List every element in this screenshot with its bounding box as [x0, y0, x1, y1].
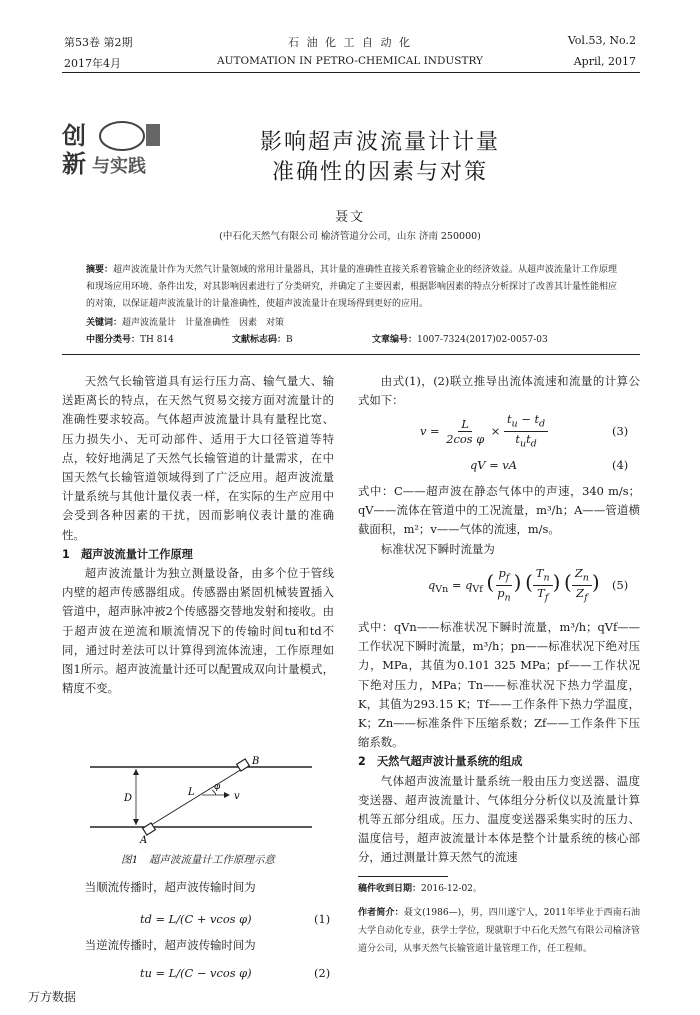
equation-4: qV = vA: [470, 458, 517, 472]
section-2-heading: 2 天然气超声波计量系统的组成: [358, 755, 523, 769]
downstream-text: 当顺流传播时，超声波传输时间为: [84, 880, 256, 894]
bio-label: 作者简介：: [358, 908, 404, 918]
fig-label-d: D: [124, 793, 133, 804]
header-journal-en: AUTOMATION IN PETRO-CHEMICAL INDUSTRY: [217, 55, 483, 67]
logo-subtext: 与实践: [92, 156, 146, 177]
header-date-en: April, 2017: [573, 55, 636, 68]
left-column: [62, 372, 334, 698]
clc-label: 中图分类号：: [86, 335, 141, 345]
right-col-intro: [358, 372, 640, 410]
equation-3: v = $\frac{L}{\text{2cos φ}}$ × $\frac{t_u - t_d}{t_ut_d}$: [420, 412, 548, 452]
title-line-2: 准确性的因素与对策: [271, 160, 488, 185]
doccode-value: B: [286, 335, 293, 345]
bio-text: 聂文(1986—)，男，四川遂宁人，2011年毕业于西南石油大学自动化专业，获学士学位，现就职于中石化天然气有限公司榆济管道分公司，从事天然气长输管道计量管理工作，任工程师。: [358, 908, 640, 954]
abstract: [86, 262, 620, 313]
section-1-heading: 1 超声波流量计工作原理: [62, 547, 193, 561]
logo-char-1: 创: [62, 122, 86, 150]
keywords-label: 关键词：: [86, 318, 123, 328]
doccode-label: 文献标志码：: [232, 335, 287, 345]
right-col-symbols-2: [358, 618, 640, 868]
received-label: 稿件收到日期：: [358, 884, 422, 894]
abstract-label: 摘要：: [86, 265, 114, 275]
header-date-cn: 2017年4月: [64, 57, 121, 70]
equation-1: td = L/(C + vcos φ): [140, 912, 252, 926]
fig-label-l: L: [188, 787, 195, 798]
header-journal-cn: 石 油 化 工 自 动 化: [288, 36, 412, 49]
clc-value: TH 814: [140, 335, 174, 345]
left-col-eq-text-2: [62, 936, 334, 955]
received-date: [358, 880, 640, 898]
standard-flow-text: 标准状况下瞬时流量为: [380, 541, 495, 556]
upstream-text: 当逆流传播时，超声波传输时间为: [84, 938, 256, 952]
affiliation: (中石化天然气有限公司 榆济管道分公司，山东 济南 250000): [219, 231, 481, 242]
equation-4-number: (4): [612, 458, 629, 472]
fig-label-phi: φ: [214, 782, 221, 792]
received-value: 2016-12-02。: [421, 884, 482, 894]
fig-label-v: v: [234, 791, 240, 802]
fig-label-a: A: [140, 835, 148, 845]
watermark: 万方数据: [28, 990, 77, 1004]
section-1-paragraph: 超声波流量计为独立测量设备，由多个位于管线内壁的超声传感器组成。传感器由紧固机械装置插入管道中，超声脉冲被2个传感器交替地发射和接收。由于超声波在逆流和顺流情况下的传输时间tu和td不同，通过时差法可以计算得到流体流速，工作原理如图1所示。超声波流量计还可以配置成双向计量模式，精度不变。: [62, 566, 334, 696]
equation-5: $q_{Vn} = q_{Vf}$ ( $\frac{p_f}{p_n}$ ) ( $\frac{T_n}{T_f}$ ) ( $\frac{Z_n}{Z_f}$ ): [428, 566, 600, 604]
keywords-text: 超声波流量计 计量准确性 因素 对策: [122, 318, 285, 328]
figure-1-caption: 图1 超声波流量计工作原理示意: [121, 854, 275, 866]
logo-char-2: 新: [62, 150, 86, 178]
flow-arrow-icon: [224, 792, 230, 798]
symbol-definitions-1: 式中：C——超声波在静态气体中的声速，340 m/s；qV——流体在管道中的工况流量，m³/h；A——管道横截面积，m²；v——气体的流速，m/s。: [358, 484, 640, 537]
keywords: [86, 315, 620, 332]
intro-paragraph: 天然气长输管道具有运行压力高、输气量大、输送距离长的特点，在天然气贸易交接方面对流量计的准确性要求较高。气体超声波流量计具有量程比宽、压力损失小、无可动部件、适用于大口径管道等特点，较好地满足了天然气长输管道的计量需求，在中国天然气长输管道领域得到了广泛应用。超声波流量计量系统与其他计量仪表一样，在实际的生产应用中会受到各种因素的干扰，因而影响仪表计量的准确性。: [62, 374, 334, 542]
fig-label-b: B: [252, 756, 260, 767]
equation-1-number: (1): [314, 912, 331, 926]
derivation-text: 由式(1)，(2)联立推导出流体流速和流量的计算公式如下：: [358, 374, 640, 408]
abstract-text: 超声波流量计作为天然气计量领域的常用计量器具，其计量的准确性直接关系着管输企业的经济效益。从超声波流量计工作原理和现场应用环境、条件出发，对其影响因素进行了分类研究，并确定了主要因素，根据影响因素的特点分析探讨了改善其计量性能相应的对策，以保证超声波流量计的计量准确性，使超声波流量计在现场得到更好的应用。: [86, 265, 618, 309]
equation-5-number: (5): [612, 578, 629, 592]
left-col-eq-text-1: [62, 878, 334, 897]
articleno-label: 文章编号：: [372, 335, 418, 345]
equation-2: tu = L/(C − vcos φ): [140, 966, 252, 980]
equation-2-number: (2): [314, 966, 331, 980]
header-vol-en: Vol.53, No.2: [567, 34, 636, 47]
symbol-definitions-2: 式中：qVn——标准状况下瞬时流量，m³/h；qVf——工作状况下瞬时流量，m³/h；pn——标准状况下绝对压力，MPa，其值为0.101 325 MPa；pf——工作状况下绝对压力，MPa；Tn——标准状况下热力学温度，K，其值为293.15 K；Tf——工作条件下热力学温度，K；Zn——标准条件下压缩系数；Zf——工作条件下压缩系数。: [358, 620, 640, 750]
equation-3-number: (3): [612, 424, 629, 438]
author: 聂文: [334, 210, 365, 225]
section-2-paragraph: 气体超声波流量计量系统一般由压力变送器、温度变送器、超声波流量计、气体组分分析仪以及流量计算机等五部分组成。压力、温度变送器采集实时的压力、温度信号，超声波流量计本体是整个计量系统的核心部分，通过测量计算天然气的流速: [358, 773, 640, 865]
clc: [86, 332, 174, 349]
footnote-rule: [358, 876, 448, 877]
figure-1-diagram: [80, 755, 320, 845]
author-bio: [358, 904, 640, 958]
header-volume: 第53卷 第2期: [64, 36, 133, 49]
header-rule: [62, 72, 640, 73]
abstract-rule: [62, 354, 640, 355]
doc-code: [232, 332, 293, 349]
right-col-symbols-1: [358, 482, 640, 559]
article-number: [372, 332, 548, 349]
title-line-1: 影响超声波流量计计量: [259, 130, 500, 155]
articleno-value: 1007-7324(2017)02-0057-03: [417, 335, 548, 345]
column-logo-icon: [58, 118, 166, 178]
